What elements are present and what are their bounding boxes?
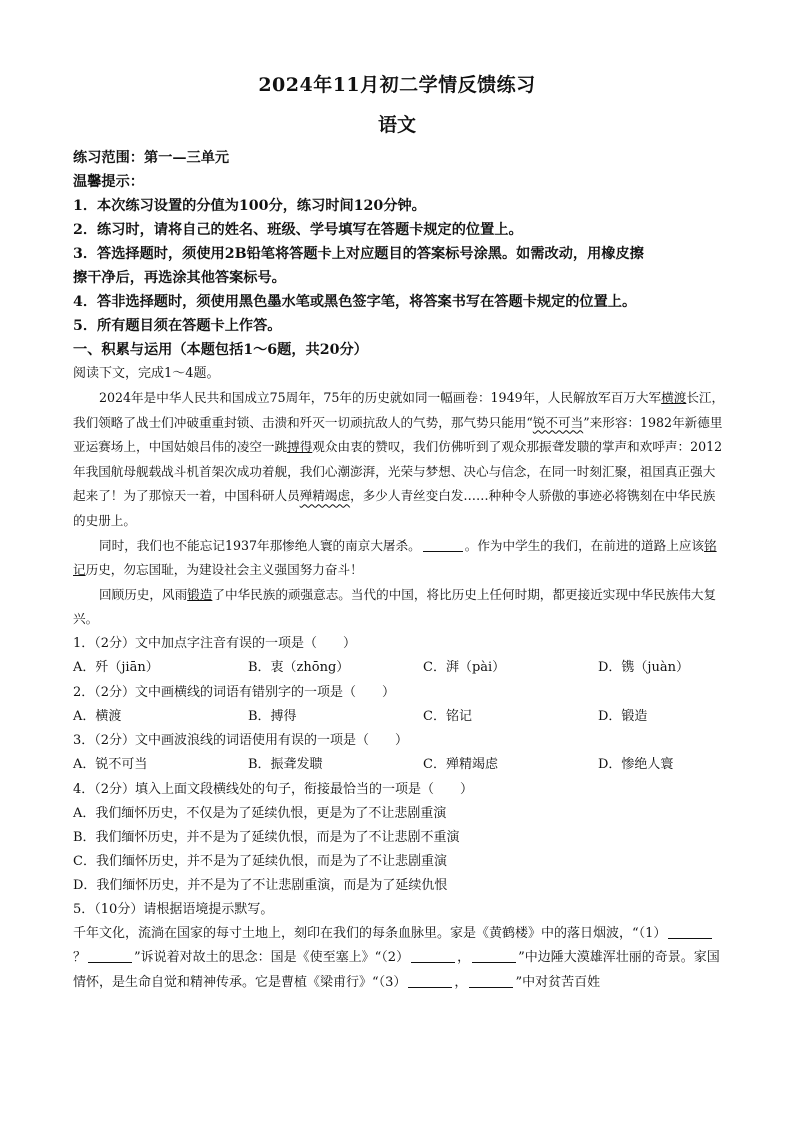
passage-text: 长江，我们领略了战士们冲破重重封锁、击溃和歼灭一切顽抗敌人的气势，那气势只能用“ xyxy=(73,390,725,430)
option-c: C．铭记 xyxy=(423,708,472,724)
option-b: B．我们缅怀历史，并不是为了延续仇恨，而是为了不让悲剧不重演 xyxy=(73,829,460,845)
tips-label: 温馨提示： xyxy=(73,174,144,190)
passage-text: ”来形容：1982年新德里亚运赛场上，中国姑娘吕伟的凌空一跳 xyxy=(73,414,723,455)
exam-content xyxy=(73,146,725,996)
question-3-options xyxy=(73,753,725,778)
tip-item: 3．答选择题时，须使用2B铅笔将答题卡上对应题目的答案标号涂黑。如需改动，用橡皮擦 xyxy=(73,246,644,262)
question-2-options xyxy=(73,705,725,730)
option-b: B．衷（zhōng） xyxy=(248,659,350,675)
passage-text: 。作为中学生的我们，在前进的道路上应该 xyxy=(464,537,704,553)
option-d: D．锻造 xyxy=(598,708,648,724)
option-b: B．振聋发聩 xyxy=(248,757,323,773)
fill-blank xyxy=(411,948,455,963)
passage-text: 了中华民族的顽强意志。当代的中国，将比历史上任何时期，都更接近实现中华民族伟大复兴。 xyxy=(73,586,717,627)
question-text: ， xyxy=(457,950,471,966)
fill-blank xyxy=(408,973,452,988)
section-instruction: 阅读下文，完成1～4题。 xyxy=(73,366,220,381)
fill-blank xyxy=(472,948,516,963)
question-2-stem: 2．（2分）文中画横线的词语有错别字的一项是（ ） xyxy=(73,684,396,700)
option-a: A．歼（jiān） xyxy=(73,659,159,675)
fill-blank xyxy=(423,537,463,552)
option-a: A．锐不可当 xyxy=(73,757,148,773)
question-text: ”中对贫苦百姓 xyxy=(515,974,601,990)
option-a: A．横渡 xyxy=(73,708,122,724)
fill-blank xyxy=(469,973,513,988)
passage-paragraph-2 xyxy=(73,534,725,583)
option-c: C．湃（pài） xyxy=(423,659,506,675)
wavy-underlined-word: 殚精竭虑 xyxy=(299,488,351,504)
option-d: D．我们缅怀历史，并不是为了不让悲剧重演，而是为了延续仇恨 xyxy=(73,877,448,893)
passage-paragraph-3 xyxy=(73,583,725,632)
practice-scope: 练习范围：第一—三单元 xyxy=(73,150,230,166)
passage-text: ，多少人青丝变白发……种种令人骄傲的事迹必将镌刻在中华民族的史册上。 xyxy=(73,488,716,528)
question-1-options xyxy=(73,656,725,681)
question-5-stem: 5．（10分）请根据语境提示默写。 xyxy=(73,901,274,917)
option-a: A．我们缅怀历史，不仅是为了延续仇恨，更是为了不让悲剧重演 xyxy=(73,805,447,821)
passage-text: 观众由衷的赞叹，我们仿佛听到了观众那振聋发聩的掌声和欢呼声：2012年我国航母舰载战斗机首架次成功着舰，我们心潮澎湃，光荣与梦想、决心与信念，在同一时刻汇聚，祖国真正强大起来了！为了那惊天一着，中国科研人员 xyxy=(73,439,723,504)
tip-item: 擦干净后，再选涂其他答案标号。 xyxy=(73,270,286,286)
wavy-underlined-word: 锐不可当 xyxy=(532,414,584,430)
option-d: D．惨绝人寰 xyxy=(598,757,674,773)
option-c: C．殚精竭虑 xyxy=(423,757,498,773)
question-3-stem: 3．（2分）文中画波浪线的词语使用有误的一项是（ ） xyxy=(73,733,409,749)
question-5-text xyxy=(73,922,725,996)
underlined-word: 搏得 xyxy=(287,439,313,455)
question-1-stem: 1．（2分）文中加点字注音有误的一项是（ ） xyxy=(73,635,357,651)
tip-item: 1．本次练习设置的分值为100分，练习时间120分钟。 xyxy=(73,198,426,214)
question-text: ？ xyxy=(73,950,87,966)
option-b: B．搏得 xyxy=(248,708,297,724)
passage-text: 回顾历史，风雨 xyxy=(99,586,188,602)
tip-item: 4．答非选择题时，须使用黑色墨水笔或黑色签字笔，将答案书写在答题卡规定的位置上。 xyxy=(73,294,637,310)
underlined-word: 铭记 xyxy=(73,537,717,578)
question-4-stem: 4．（2分）填入上面文段横线处的句子，衔接最恰当的一项是（ ） xyxy=(73,781,474,797)
question-text: 千年文化，流淌在国家的每寸土地上，刻印在我们的每条血脉里。家是《黄鹤楼》中的落日烟波，“（1） xyxy=(73,925,667,941)
page-title: 2024年11月初二学情反馈练习 xyxy=(258,74,536,96)
passage-text: 历史，勿忘国耻，为建设社会主义强国努力奋斗！ xyxy=(85,562,363,578)
option-d: D．镌（juàn） xyxy=(598,659,689,675)
tip-item: 2．练习时，请将自己的姓名、班级、学号填写在答题卡规定的位置上。 xyxy=(73,222,523,238)
section-heading: 一、积累与运用（本题包括1～6题，共20分） xyxy=(73,342,368,358)
passage-text: 同时，我们也不能忘记1937年那惨绝人寰的南京大屠杀。 xyxy=(99,537,421,553)
passage-text: 2024年是中华人民共和国成立75周年，75年的历史就如同一幅画卷：1949年，人民解放军百万大军 xyxy=(99,390,662,405)
question-text: ”中边陲大漠雄浑壮丽的奇景。家国情怀，是生命自觉和精神传承。它是曹植《梁甫行》“（3） xyxy=(73,950,720,990)
tip-item: 5．所有题目须在答题卡上作答。 xyxy=(73,318,282,334)
fill-blank xyxy=(88,948,132,963)
underlined-word: 锻造 xyxy=(187,586,213,602)
underlined-word: 横渡 xyxy=(661,390,687,405)
option-c: C．我们缅怀历史，并不是为了延续仇恨，而是为了不让悲剧重演 xyxy=(73,853,447,869)
passage-paragraph-1 xyxy=(73,386,725,534)
question-text: ， xyxy=(454,974,468,990)
page-subtitle: 语文 xyxy=(377,114,416,136)
fill-blank xyxy=(668,924,712,939)
question-text: ”诉说着对故土的思念：国是《使至塞上》“（2） xyxy=(134,950,410,966)
